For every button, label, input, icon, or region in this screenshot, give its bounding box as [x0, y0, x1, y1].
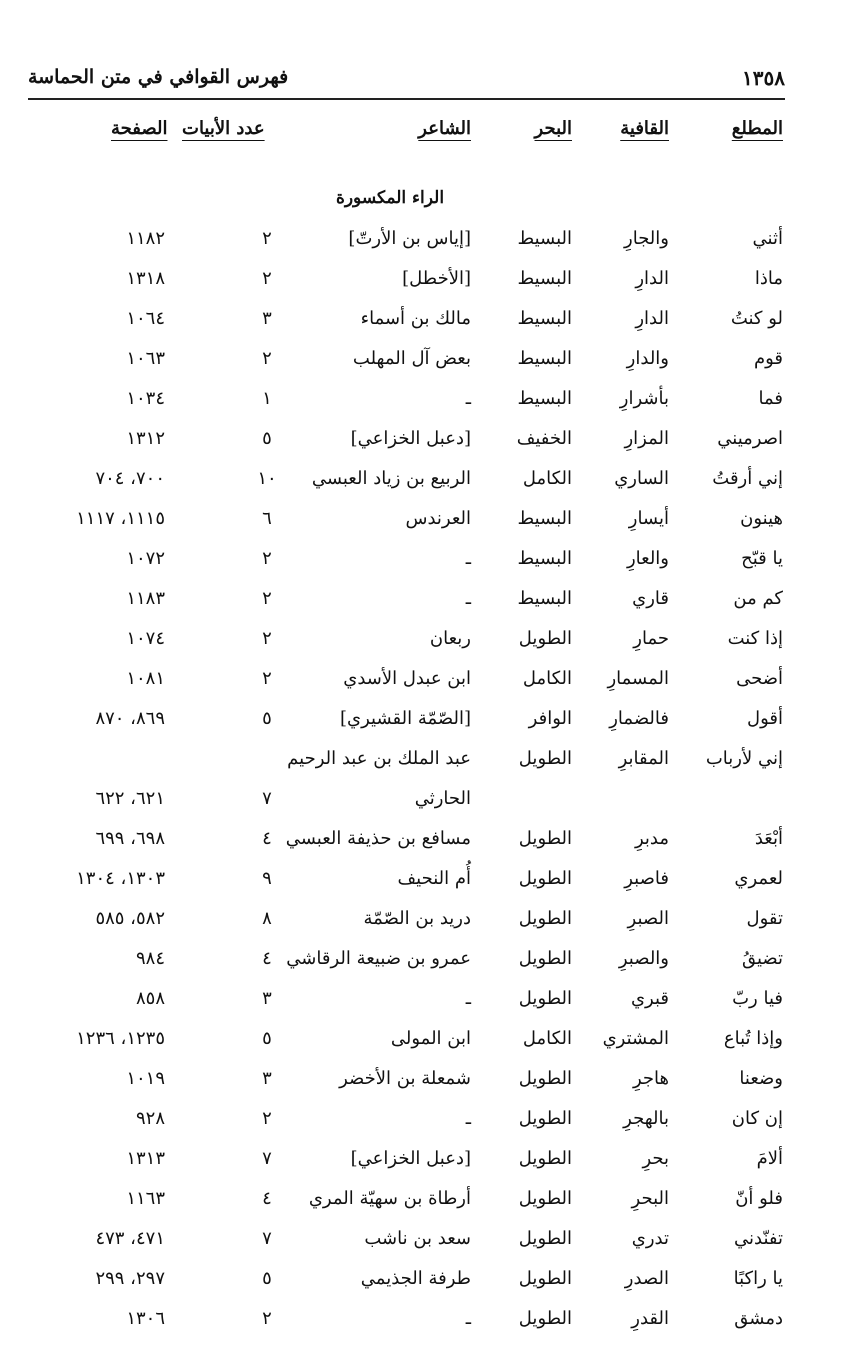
cell-bahr: البسيط: [517, 508, 572, 529]
cell-bahr: البسيط: [517, 588, 572, 609]
cell-qafiya: المقابرِ: [618, 748, 669, 769]
cell-matla: أبْعَدَ: [754, 828, 783, 849]
table-row: [0, 468, 855, 508]
cell-shaer: [دعبل الخزاعي]: [350, 1148, 471, 1169]
cell-pages: ١٣٠٣، ١٣٠٤: [76, 868, 165, 889]
table-row: [0, 1028, 855, 1068]
cell-bahr: البسيط: [517, 308, 572, 329]
cell-bahr: الطويل: [518, 908, 572, 929]
table-row: [0, 628, 855, 668]
cell-matla: تقول: [746, 908, 783, 929]
cell-pages: ١١٨٣: [126, 588, 165, 609]
cell-shaer: عبد الملك بن عبد الرحيم: [287, 748, 471, 769]
cell-shaer: [الأخطل]: [402, 268, 471, 289]
cell-pages: ٩٨٤: [135, 948, 165, 969]
cell-count: ٢: [262, 548, 272, 569]
cell-matla: إني أرقتُ: [712, 468, 783, 489]
cell-shaer: العرندس: [405, 508, 471, 529]
cell-shaer: عمرو بن ضبيعة الرقاشي: [286, 948, 471, 969]
cell-count: ٧: [262, 1228, 272, 1249]
cell-qafiya: بأشرارِ: [619, 388, 669, 409]
cell-pages: ٢٩٧، ٢٩٩: [95, 1268, 165, 1289]
cell-pages: ١٢٣٥، ١٢٣٦: [76, 1028, 165, 1049]
cell-bahr: الطويل: [518, 828, 572, 849]
cell-bahr: الطويل: [518, 988, 572, 1009]
cell-count: ٧: [262, 788, 272, 809]
cell-matla: هينون: [740, 508, 783, 529]
cell-bahr: الطويل: [518, 948, 572, 969]
cell-shaer: مالك بن أسماء: [360, 308, 471, 329]
table-row: [0, 1228, 855, 1268]
cell-shaer: [إياس بن الأرتّ]: [348, 228, 471, 249]
cell-count: ٧: [262, 1148, 272, 1169]
cell-pages: ١١١٥، ١١١٧: [76, 508, 165, 529]
cell-pages: ٦٩٨، ٦٩٩: [95, 828, 165, 849]
cell-count: ٣: [262, 1068, 272, 1089]
cell-pages: ١٠٣٤: [126, 388, 165, 409]
cell-qafiya: هاجرِ: [632, 1068, 669, 1089]
cell-pages: ١٣١٢: [126, 428, 165, 449]
cell-matla: تضيقُ: [741, 948, 783, 969]
cell-count: ٢: [262, 228, 272, 249]
cell-shaer: دريد بن الصّمّة: [363, 908, 471, 929]
cell-bahr: الخفيف: [516, 428, 572, 449]
cell-pages: ١٠٦٣: [126, 348, 165, 369]
cell-pages: ١١٨٢: [126, 228, 165, 249]
cell-shaer: مسافع بن حذيفة العبسي: [285, 828, 471, 849]
column-header-bahr: البحر: [534, 118, 572, 139]
table-row: [0, 228, 855, 268]
table-row: [0, 1148, 855, 1188]
cell-matla: إني لأرباب: [705, 748, 783, 769]
column-header-shaer: الشاعر: [418, 118, 471, 139]
cell-qafiya: حمارِ: [633, 628, 669, 649]
cell-qafiya: بحرِ: [642, 1148, 669, 1169]
table-row: [0, 268, 855, 308]
cell-qafiya: الصدرِ: [624, 1268, 669, 1289]
cell-matla: أضحى: [736, 668, 783, 689]
cell-qafiya: تدري: [631, 1228, 669, 1249]
cell-pages: ١٠١٩: [126, 1068, 165, 1089]
table-row: [0, 708, 855, 748]
cell-shaer: ـ: [465, 548, 471, 569]
cell-pages: ٩٢٨: [135, 1108, 165, 1129]
table-row: [0, 348, 855, 388]
table-row: [0, 828, 855, 868]
cell-shaer: ـ: [465, 588, 471, 609]
cell-matla: قوم: [753, 348, 783, 369]
table-row: [0, 388, 855, 428]
table-row: [0, 1108, 855, 1148]
cell-shaer: ـ: [465, 988, 471, 1009]
cell-qafiya: المزارِ: [624, 428, 669, 449]
cell-qafiya: المسمارِ: [607, 668, 669, 689]
cell-pages: ٧٠٠، ٧٠٤: [95, 468, 165, 489]
cell-matla: فما: [758, 388, 783, 409]
cell-count: ١٠: [257, 468, 277, 489]
cell-qafiya: والجارِ: [624, 228, 669, 249]
table-row: [0, 1188, 855, 1228]
cell-matla: يا قبّح: [741, 548, 783, 569]
table-row: [0, 788, 855, 828]
cell-count: ٦: [262, 508, 272, 529]
cell-bahr: الكامل: [522, 1028, 572, 1049]
table-row: [0, 588, 855, 628]
table-row: [0, 668, 855, 708]
cell-matla: لعمري: [734, 868, 783, 889]
cell-qafiya: القدرِ: [631, 1308, 669, 1329]
cell-bahr: الكامل: [522, 468, 572, 489]
table-row: [0, 988, 855, 1028]
cell-count: ٢: [262, 348, 272, 369]
cell-matla: يا راكبًا: [733, 1268, 783, 1289]
cell-pages: ١١٦٣: [126, 1188, 165, 1209]
cell-bahr: الطويل: [518, 1108, 572, 1129]
cell-count: ١: [262, 388, 272, 409]
cell-bahr: البسيط: [517, 548, 572, 569]
cell-qafiya: قبري: [630, 988, 669, 1009]
section-title: الراء المكسورة: [335, 188, 445, 208]
cell-count: ٢: [262, 1108, 272, 1129]
cell-matla: أثني: [752, 228, 783, 249]
cell-shaer: الحارثي: [414, 788, 471, 809]
cell-pages: ١٠٦٤: [126, 308, 165, 329]
cell-pages: ١٠٨١: [126, 668, 165, 689]
cell-matla: دمشق: [734, 1308, 783, 1329]
cell-bahr: الطويل: [518, 1068, 572, 1089]
cell-qafiya: الدارِ: [635, 308, 669, 329]
cell-qafiya: فاصبرِ: [624, 868, 669, 889]
cell-shaer: ابن عبدل الأسدي: [343, 668, 471, 689]
cell-count: ٢: [262, 628, 272, 649]
cell-count: ٩: [262, 868, 272, 889]
cell-bahr: الطويل: [518, 1308, 572, 1329]
table-row: [0, 948, 855, 988]
table-row: [0, 428, 855, 468]
cell-shaer: طرفة الجذيمي: [360, 1268, 471, 1289]
cell-pages: ١٣٠٦: [126, 1308, 165, 1329]
cell-qafiya: مدبرِ: [634, 828, 669, 849]
cell-count: ٢: [262, 1308, 272, 1329]
cell-shaer: الربيع بن زياد العبسي: [311, 468, 471, 489]
cell-count: ٢: [262, 588, 272, 609]
cell-qafiya: المشتري: [602, 1028, 669, 1049]
cell-bahr: البسيط: [517, 348, 572, 369]
cell-count: ٢: [262, 668, 272, 689]
cell-qafiya: البحرِ: [631, 1188, 669, 1209]
column-header-matla: المطلع: [731, 118, 783, 139]
cell-shaer: بعض آل المهلب: [352, 348, 471, 369]
cell-bahr: الوافر: [528, 708, 572, 729]
cell-count: ٥: [262, 1028, 272, 1049]
cell-bahr: الطويل: [518, 1148, 572, 1169]
cell-bahr: الطويل: [518, 1188, 572, 1209]
table-row: [0, 1308, 855, 1348]
cell-shaer: شمعلة بن الأخضر: [339, 1068, 471, 1089]
cell-qafiya: الساري: [614, 468, 669, 489]
table-row: [0, 1268, 855, 1308]
cell-matla: فلو أنّ: [735, 1188, 783, 1209]
cell-qafiya: أيسارِ: [628, 508, 669, 529]
cell-count: ٥: [262, 708, 272, 729]
cell-matla: فيا ربّ: [732, 988, 783, 1009]
cell-qafiya: والدارِ: [626, 348, 669, 369]
cell-bahr: الطويل: [518, 1268, 572, 1289]
column-header-safha: الصفحة: [111, 118, 168, 139]
cell-shaer: [الصّمّة القشيري]: [339, 708, 471, 729]
cell-count: ٣: [262, 988, 272, 1009]
cell-count: ٥: [262, 1268, 272, 1289]
cell-shaer: [دعبل الخزاعي]: [350, 428, 471, 449]
cell-matla: اصرميني: [717, 428, 783, 449]
cell-bahr: البسيط: [517, 388, 572, 409]
cell-pages: ٥٨٢، ٥٨٥: [95, 908, 165, 929]
cell-count: ٥: [262, 428, 272, 449]
cell-pages: ٨٥٨: [135, 988, 165, 1009]
cell-matla: إذا كنت: [727, 628, 783, 649]
page-title: فهرس القوافي في متن الحماسة: [28, 66, 289, 88]
cell-bahr: الطويل: [518, 868, 572, 889]
cell-shaer: ـ: [465, 1108, 471, 1129]
cell-qafiya: قاري: [632, 588, 669, 609]
cell-matla: كم من: [733, 588, 783, 609]
cell-qafiya: الصبرِ: [627, 908, 669, 929]
cell-qafiya: فالضمارِ: [609, 708, 669, 729]
cell-matla: إن كان: [731, 1108, 783, 1129]
cell-matla: تفنّدني: [733, 1228, 783, 1249]
cell-pages: ١٠٧٤: [126, 628, 165, 649]
page-number: ١٣٥٨: [742, 66, 785, 90]
cell-qafiya: الدارِ: [635, 268, 669, 289]
table-row: [0, 748, 855, 788]
cell-pages: ٨٦٩، ٨٧٠: [95, 708, 165, 729]
cell-bahr: البسيط: [517, 268, 572, 289]
cell-count: ٣: [262, 308, 272, 329]
cell-count: ٤: [262, 948, 272, 969]
cell-pages: ١٣١٣: [126, 1148, 165, 1169]
table-row: [0, 508, 855, 548]
cell-bahr: البسيط: [517, 228, 572, 249]
cell-qafiya: والعارِ: [626, 548, 669, 569]
cell-count: ٤: [262, 1188, 272, 1209]
cell-qafiya: بالهجرِ: [623, 1108, 669, 1129]
cell-pages: ١٠٧٢: [126, 548, 165, 569]
cell-matla: لو كنتُ: [730, 308, 783, 329]
cell-shaer: ابن المولى: [390, 1028, 471, 1049]
table-row: [0, 308, 855, 348]
column-header-abyat: عدد الأبيات: [182, 118, 265, 139]
table-row: [0, 868, 855, 908]
cell-pages: ١٣١٨: [126, 268, 165, 289]
cell-count: ٨: [262, 908, 272, 929]
running-header: [28, 66, 785, 100]
cell-shaer: أرطاة بن سهيّة المري: [308, 1188, 471, 1209]
column-header-qafiya: القافية: [620, 118, 669, 139]
cell-shaer: أُم النحيف: [397, 868, 471, 889]
cell-matla: وإذا تُباع: [723, 1028, 783, 1049]
cell-shaer: ربعان: [429, 628, 471, 649]
cell-shaer: ـ: [465, 1308, 471, 1329]
cell-bahr: الطويل: [518, 628, 572, 649]
cell-qafiya: والصبرِ: [618, 948, 669, 969]
cell-bahr: الطويل: [518, 748, 572, 769]
cell-matla: وضعنا: [739, 1068, 783, 1089]
cell-matla: أقول: [747, 708, 783, 729]
cell-pages: ٦٢١، ٦٢٢: [95, 788, 165, 809]
cell-shaer: سعد بن ناشب: [364, 1228, 471, 1249]
cell-matla: ألامَ: [756, 1148, 783, 1169]
cell-count: ٢: [262, 268, 272, 289]
cell-matla: ماذا: [754, 268, 783, 289]
cell-shaer: ـ: [465, 388, 471, 409]
cell-count: ٤: [262, 828, 272, 849]
table-row: [0, 1068, 855, 1108]
cell-bahr: الطويل: [518, 1228, 572, 1249]
cell-pages: ٤٧١، ٤٧٣: [95, 1228, 165, 1249]
table-row: [0, 908, 855, 948]
cell-bahr: الكامل: [522, 668, 572, 689]
table-row: [0, 548, 855, 588]
